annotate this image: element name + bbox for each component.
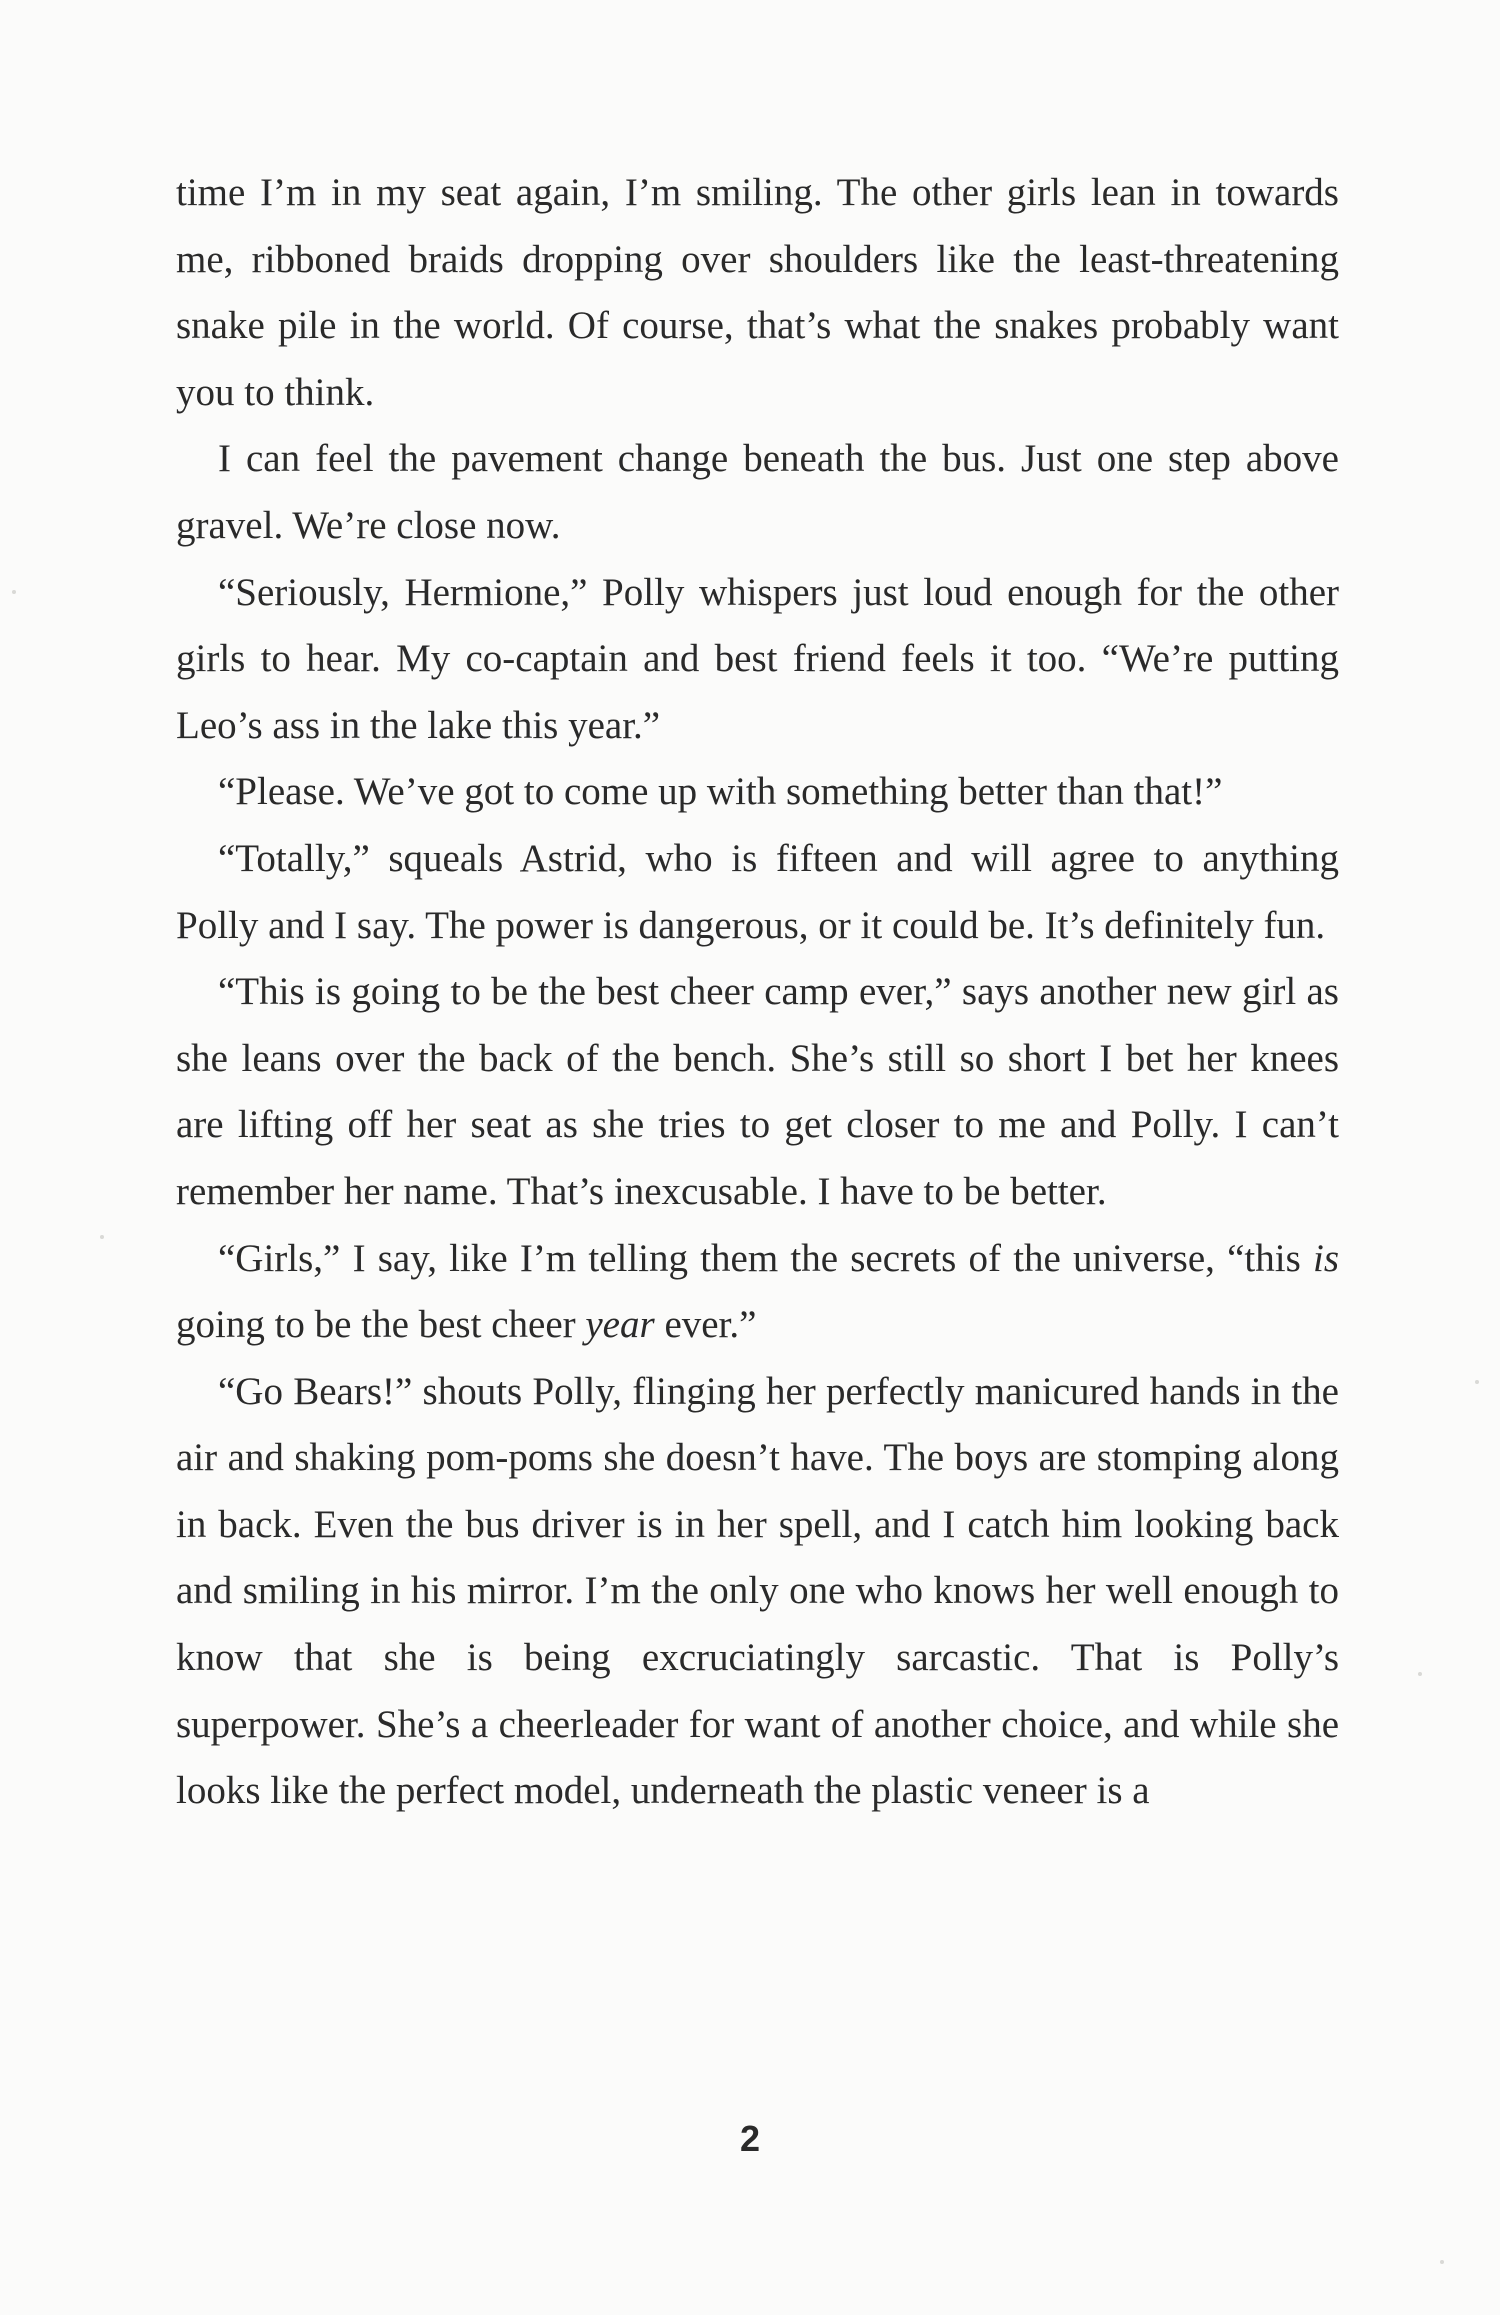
text-run: “Girls,” I say, like I’m telling them the secrets of the universe, “this bbox=[218, 1236, 1313, 1280]
paragraph bbox=[176, 1359, 1339, 1825]
text-run: “This is going to be the best cheer camp ever,” says another new girl as she leans over the back of the bench. She’s still so short I bet her knees are lifting off her seat as she tries to get closer to me and Polly. I can’t remember her name. That’s inexcusable. I have to be better. bbox=[176, 970, 1339, 1213]
text-run: time I’m in my seat again, I’m smiling. The other girls lean in towards me, ribboned braids dropping over shoulders like the least-threatening snake pile in the world. Of course, that’s what the snakes probably want you to think. bbox=[176, 171, 1339, 414]
paragraph bbox=[176, 959, 1339, 1225]
paragraph bbox=[176, 759, 1339, 826]
paragraph bbox=[176, 560, 1339, 760]
text-run: “Seriously, Hermione,” Polly whispers just loud enough for the other girls to hear. My co-captain and best friend feels it too. “We’re putting Leo’s ass in the lake this year.” bbox=[176, 570, 1339, 747]
body-text bbox=[176, 160, 1339, 1825]
paper-speck bbox=[1440, 2260, 1444, 2264]
text-run: “Go Bears!” shouts Polly, flinging her perfectly manicured hands in the air and shaking pom-poms she doesn’t have. The boys are stomping along in back. Even the bus driver is in her spell, and I catch him looking back and smiling in his mirror. I’m the only one who knows her well enough to know that she is being excruciatingly sarcastic. That is Polly’s superpower. She’s a cheerleader for want of another choice, and while she looks like the perfect model, underneath the plastic veneer is a bbox=[176, 1369, 1339, 1813]
italic-text: is bbox=[1312, 1236, 1339, 1280]
paper-speck bbox=[1418, 1672, 1422, 1676]
paragraph bbox=[176, 426, 1339, 559]
paragraph bbox=[176, 826, 1339, 959]
text-run: “Totally,” squeals Astrid, who is fifteen and will agree to anything Polly and I say. The power is dangerous, or it could be. It’s definitely fun. bbox=[176, 836, 1339, 947]
paragraph bbox=[176, 160, 1339, 426]
page-number: 2 bbox=[739, 2118, 761, 2159]
text-run: I can feel the pavement change beneath the bus. Just one step above gravel. We’re close now. bbox=[176, 437, 1339, 547]
paper-speck bbox=[12, 590, 16, 594]
paragraph bbox=[176, 1226, 1339, 1359]
paper-speck bbox=[1475, 1380, 1479, 1384]
italic-text: year bbox=[585, 1303, 655, 1347]
paper-speck bbox=[100, 1235, 104, 1239]
text-run: going to be the best cheer bbox=[176, 1303, 586, 1347]
text-run: “Please. We’ve got to come up with something better than that!” bbox=[218, 770, 1223, 814]
text-run: ever.” bbox=[654, 1303, 757, 1347]
